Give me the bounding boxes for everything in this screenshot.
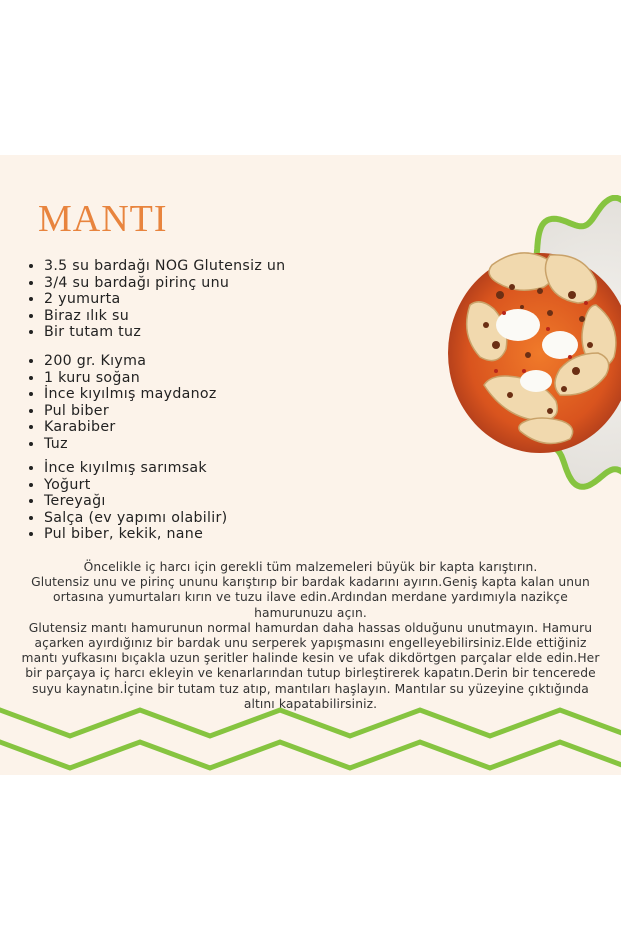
method-paragraph — [8, 560, 613, 712]
ingredient-item: • 1 kuru soğan — [44, 370, 217, 387]
method-line: Öncelikle iç harcı için gerekli tüm malzemeleri büyük bir kapta karıştırın. — [83, 560, 538, 574]
ingredient-item: • Biraz ılık su — [44, 308, 285, 325]
method-line: açarken ayırdığınız bir bardak unu serperek yapışmasını engelleyebilirsiniz.Elde ettiğiniz — [34, 636, 587, 651]
ingredient-item: • 3/4 su bardağı pirinç unu — [44, 275, 285, 292]
ingredient-item: • Karabiber — [44, 419, 217, 436]
ingredient-item: • Yoğurt — [44, 477, 227, 494]
plate-illustration — [400, 195, 621, 515]
method-line: mantı yufkasını bıçakla uzun şeritler halinde kesin ve ufak dikdörtgen parçalar elde edin.Her — [21, 651, 600, 666]
method-line: hamurunuzu açın. — [254, 605, 367, 620]
method-line: Glutensiz unu ve pirinç ununu karıştırıp bir bardak kadarını ayırın.Geniş kapta kalan unun — [31, 575, 590, 590]
recipe-title: MANTI — [38, 198, 168, 240]
method-line: suyu kaynatın.İçine bir tutam tuz atıp, mantıları haşlayın. Mantılar su yüzeyine çıktığında — [32, 681, 589, 696]
ingredient-item: • Tereyağı — [44, 493, 227, 510]
ingredient-item: • Pul biber — [44, 403, 217, 420]
method-line: altını kapatabilirsiniz. — [243, 696, 378, 711]
method-line: Glutensiz mantı hamurunun normal hamurdan daha hassas olduğunu unutmayın. Hamuru — [28, 620, 593, 635]
ingredient-item: • 3.5 su bardağı NOG Glutensiz un — [44, 258, 285, 275]
ingredient-item: • Tuz — [44, 436, 217, 453]
method-line: bir parçaya iç harcı ekleyin ve kenarlarından tutup birleştirerek kapatın.Derin bir tencerede — [25, 666, 596, 681]
ingredient-item: • 200 gr. Kıyma — [44, 353, 217, 370]
ingredient-item: • İnce kıyılmış maydanoz — [44, 386, 217, 403]
zigzag-line-top — [0, 710, 621, 736]
zigzag-line-bottom — [0, 742, 621, 768]
zigzag-decoration — [0, 703, 621, 775]
recipe-card — [0, 155, 621, 775]
ingredient-item: • Salça (ev yapımı olabilir) — [44, 510, 227, 527]
method-line: ortasına yumurtaları kırın ve tuzu ilave edin.Ardından merdane yardımıyla nazikçe — [53, 590, 568, 605]
dough-ingredients-list — [22, 258, 285, 341]
manti-plate-photo — [400, 195, 621, 515]
filling-ingredients-list — [22, 353, 217, 453]
topping-ingredients-list — [22, 460, 227, 543]
ingredient-item: • Pul biber, kekik, nane — [44, 526, 227, 543]
ingredient-item: • Bir tutam tuz — [44, 324, 285, 341]
ingredient-item: • İnce kıyılmış sarımsak — [44, 460, 227, 477]
ingredient-item: • 2 yumurta — [44, 291, 285, 308]
